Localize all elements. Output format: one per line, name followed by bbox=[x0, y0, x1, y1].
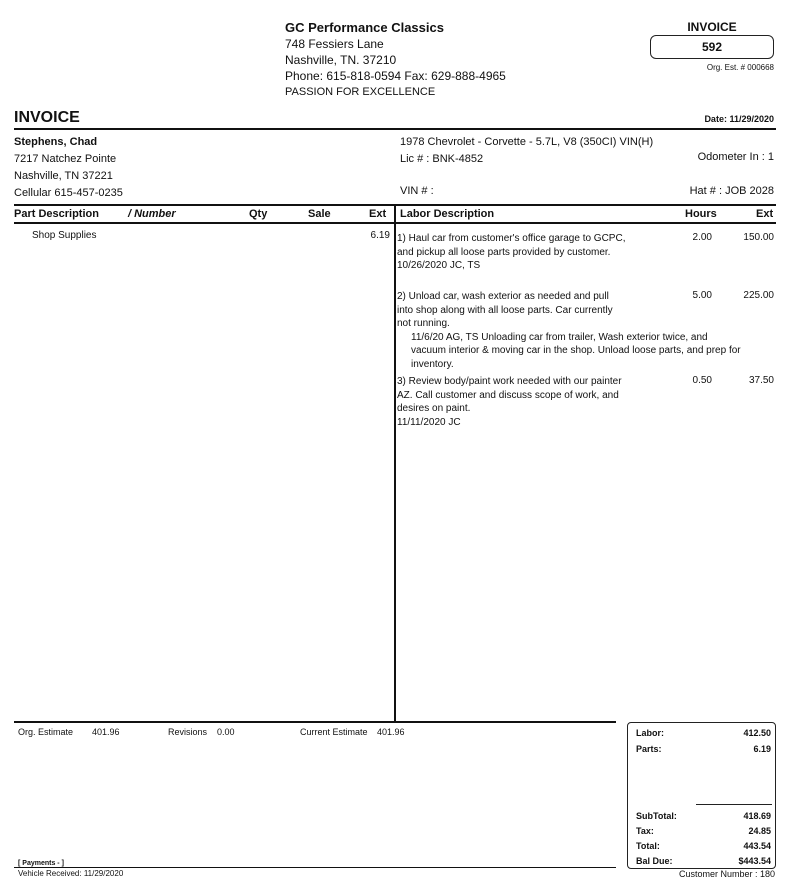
labor-item-description: 2) Unload car, wash exterior as needed and pull into shop along with all loose parts. Car currently not running. bbox=[397, 291, 613, 329]
company-tagline: PASSION FOR EXCELLENCE bbox=[285, 86, 436, 98]
current-estimate-value: 401.96 bbox=[377, 727, 405, 737]
labor-item-ext: 37.50 bbox=[748, 375, 774, 386]
header-number: / Number bbox=[128, 208, 176, 220]
labor-item-date: 10/26/2020 JC, TS bbox=[397, 260, 481, 271]
invoice-date: Date: 11/29/2020 bbox=[704, 114, 774, 124]
customer-number: Customer Number : 180 bbox=[678, 869, 775, 879]
invoice-label: INVOICE bbox=[687, 20, 737, 34]
header-ext: Ext bbox=[369, 208, 387, 220]
customer-phone: Cellular 615-457-0235 bbox=[14, 187, 123, 199]
invoice-number: 592 bbox=[650, 35, 774, 59]
company-info bbox=[285, 20, 506, 100]
header-part-description: Part Description bbox=[14, 208, 99, 220]
totals-box bbox=[627, 722, 776, 869]
estimate-rule bbox=[14, 721, 616, 723]
header-labor-ext: Ext bbox=[756, 208, 774, 220]
labor-item-hours: 0.50 bbox=[692, 375, 712, 386]
revisions-label: Revisions bbox=[168, 727, 208, 737]
balance-due-value: $443.54 bbox=[738, 856, 771, 866]
labor-item-ext: 150.00 bbox=[743, 232, 774, 243]
labor-total-value: 412.50 bbox=[743, 728, 771, 738]
column-divider bbox=[394, 204, 396, 721]
payments-label: [ Payments - ] bbox=[18, 860, 64, 867]
parts-total-value: 6.19 bbox=[753, 744, 771, 754]
header-hours: Hours bbox=[685, 208, 717, 220]
vehicle-description: 1978 Chevrolet - Corvette - 5.7L, V8 (350CI) VIN(H) bbox=[400, 136, 654, 148]
labor-item-hours: 5.00 bbox=[692, 290, 712, 301]
subtotal-label: SubTotal: bbox=[636, 811, 677, 821]
labor-item-hours: 2.00 bbox=[692, 232, 712, 243]
vehicle-received: Vehicle Received: 11/29/2020 bbox=[18, 869, 124, 878]
customer-address1: 7217 Natchez Pointe bbox=[14, 153, 117, 165]
total-label: Total: bbox=[636, 841, 660, 851]
subtotal-rule bbox=[696, 804, 772, 805]
header-sale: Sale bbox=[308, 208, 331, 220]
company-name: GC Performance Classics bbox=[285, 20, 444, 35]
tax-value: 24.85 bbox=[748, 826, 771, 836]
labor-item-ext: 225.00 bbox=[743, 290, 774, 301]
labor-item-description: 1) Haul car from customer's office garage to GCPC, and pickup all loose parts provided by customer. bbox=[397, 233, 626, 258]
page-title: INVOICE bbox=[14, 109, 80, 126]
labor-item bbox=[397, 375, 627, 429]
subtotal-value: 418.69 bbox=[743, 811, 771, 821]
org-estimate-label: Org. Estimate bbox=[18, 727, 74, 737]
current-estimate-label: Current Estimate bbox=[300, 727, 368, 737]
header-labor-description: Labor Description bbox=[400, 208, 495, 220]
customer-address2: Nashville, TN 37221 bbox=[14, 170, 113, 182]
hat-number: Hat # : JOB 2028 bbox=[689, 185, 774, 197]
total-value: 443.54 bbox=[743, 841, 771, 851]
customer-info bbox=[14, 134, 123, 202]
vehicle-vin: VIN # : bbox=[400, 185, 434, 197]
company-address2: Nashville, TN. 37210 bbox=[285, 53, 397, 67]
org-estimate-number: Org. Est. # 000668 bbox=[706, 63, 774, 72]
company-phone: Phone: 615-818-0594 Fax: 629-888-4965 bbox=[285, 69, 506, 83]
customer-name: Stephens, Chad bbox=[14, 136, 98, 148]
parts-total-label: Parts: bbox=[636, 744, 662, 754]
revisions-value: 0.00 bbox=[217, 727, 235, 737]
tax-label: Tax: bbox=[636, 826, 654, 836]
part-description: Shop Supplies bbox=[32, 230, 97, 241]
vehicle-license: Lic # : BNK-4852 bbox=[400, 153, 484, 165]
labor-item bbox=[397, 232, 627, 273]
org-estimate-value: 401.96 bbox=[92, 727, 120, 737]
title-divider bbox=[14, 128, 776, 130]
vehicle-info bbox=[400, 134, 653, 168]
labor-item-date: 11/11/2020 JC bbox=[397, 416, 461, 428]
header-qty: Qty bbox=[249, 208, 268, 220]
part-ext: 6.19 bbox=[370, 230, 390, 241]
footer-rule bbox=[14, 867, 616, 868]
labor-item-note: 11/6/20 AG, TS Unloading car from trailer, Wash exterior twice, and vacuum interior & moving car in the shop. Unload loose parts, and prep for inventory. bbox=[411, 331, 741, 370]
odometer: Odometer In : 1 bbox=[697, 151, 774, 163]
balance-due-label: Bal Due: bbox=[636, 856, 673, 866]
labor-item-description: 3) Review body/paint work needed with our painter AZ. Call customer and discuss scope of work, and desires on paint. bbox=[397, 376, 622, 414]
labor-total-label: Labor: bbox=[636, 728, 664, 738]
company-address1: 748 Fessiers Lane bbox=[285, 37, 384, 51]
labor-item bbox=[397, 290, 741, 371]
